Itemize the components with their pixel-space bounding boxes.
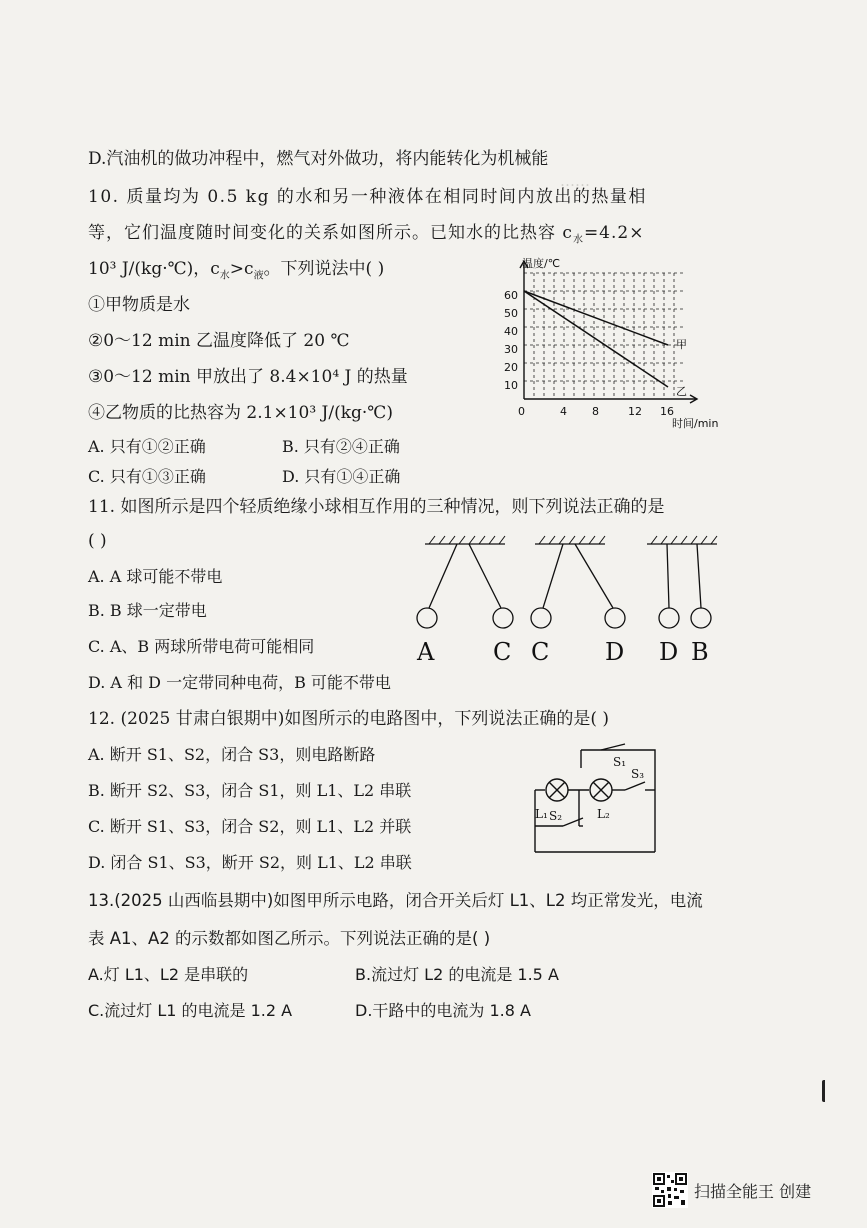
ball-a [417, 608, 437, 628]
x-tick-16: 16 [660, 405, 674, 418]
charged-balls-figure [405, 532, 725, 667]
x-tick-8: 8 [592, 405, 599, 418]
x-tick-12: 12 [628, 405, 642, 418]
graph-axes [520, 261, 697, 403]
q10-option-b: B. 只有②④正确 [282, 437, 400, 456]
thread-a [429, 544, 457, 608]
x-axis-label: 时间/min [672, 417, 719, 430]
label-s2: S₂ [549, 809, 563, 823]
q12-option-c: C. 断开 S1、S3，闭合 S2，则 L1、L2 并联 [88, 817, 412, 836]
q13-stem-line1: 13.(2025 山西临县期中)如图甲所示电路，闭合开关后灯 L1、L2 均正常发光，电流 [88, 891, 703, 910]
q10-option-c: C. 只有①③正确 [88, 467, 206, 486]
ball-label-c1: C [493, 638, 512, 666]
circuit-diagram [505, 740, 665, 865]
q11-paren: ( ) [88, 531, 107, 551]
y-tick-40: 40 [504, 325, 518, 338]
series-line-yi [524, 291, 668, 387]
ball-c2 [531, 608, 551, 628]
thread-c1 [469, 544, 501, 608]
q11-stem: 11. 如图所示是四个轻质绝缘小球相互作用的三种情况，则下列说法正确的是 [88, 497, 665, 517]
q11-option-d: D. A 和 D 一定带同种电荷，B 可能不带电 [88, 673, 391, 692]
ball-label-a: A [417, 638, 435, 666]
q10-option-a: A. 只有①②正确 [88, 437, 206, 456]
thread-d2 [667, 544, 669, 608]
q10-stem-line2: 等，它们温度随时间变化的关系如图所示。已知水的比热容 $c_水=4.2\times$ [88, 223, 645, 246]
ball-c1 [493, 608, 513, 628]
y-tick-60: 60 [504, 289, 518, 302]
thread-c2 [543, 544, 563, 608]
ball-label-d1: D [605, 638, 625, 666]
temperature-time-graph [500, 255, 750, 430]
x-tick-0: 0 [518, 405, 525, 418]
q12-option-a: A. 断开 S1、S2，闭合 S3，则电路断路 [88, 745, 376, 764]
qr-code-icon [652, 1172, 688, 1208]
thread-b [697, 544, 701, 608]
label-l2: L₂ [597, 807, 610, 821]
ball-b [691, 608, 711, 628]
y-tick-50: 50 [504, 307, 518, 320]
label-s3: S₃ [631, 767, 645, 781]
thread-d1 [575, 544, 613, 608]
y-tick-30: 30 [504, 343, 518, 356]
series-label-yi: 乙 [676, 385, 687, 398]
scanner-watermark [652, 1172, 811, 1208]
ball-d2 [659, 608, 679, 628]
q12-option-d: D. 闭合 S1、S3，断开 S2，则 L1、L2 串联 [88, 853, 412, 872]
q10-statement-2: ②0～12 min 乙温度降低了 20 ℃ [88, 331, 350, 351]
series-line-jia [524, 291, 668, 345]
q13-option-a: A.灯 L1、L2 是串联的 [88, 965, 249, 984]
switch-s3 [625, 782, 645, 790]
q12-stem: 12. (2025 甘肃白银期中)如图所示的电路图中，下列说法正确的是( ) [88, 709, 610, 729]
label-s1: S₁ [613, 755, 627, 769]
series-label-jia: 甲 [676, 338, 687, 351]
ceiling-3-hatch [651, 536, 717, 544]
q11-option-a: A. A 球可能不带电 [88, 567, 223, 586]
edge-mark [822, 1080, 835, 1102]
q11-option-c: C. A、B 两球所带电荷可能相同 [88, 637, 315, 656]
q10-stem-line3: 10³ J/(kg·℃)，$c_水>c_液$。下列说法中( ) [88, 259, 385, 282]
switch-s2 [563, 818, 583, 826]
label-l1: L₁ [535, 807, 548, 821]
q11-option-b: B. B 球一定带电 [88, 601, 207, 620]
ceiling-1-hatch [429, 536, 505, 544]
ceiling-2-hatch [539, 536, 605, 544]
y-axis-label: 温度/℃ [522, 257, 561, 270]
y-tick-20: 20 [504, 361, 518, 374]
q13-stem-line2: 表 A1、A2 的示数都如图乙所示。下列说法正确的是( ) [88, 929, 491, 948]
q10-stem-line1: 10. 质量均为 0.5 kg 的水和另一种液体在相同时间内放出的热量相 [88, 187, 647, 207]
ball-label-b: B [691, 638, 709, 666]
q9-option-d: D.汽油机的做功冲程中，燃气对外做功，将内能转化为机械能 [88, 149, 549, 169]
graph-grid [524, 273, 686, 399]
q10-statement-4: ④乙物质的比热容为 2.1×10³ J/(kg·℃) [88, 403, 393, 423]
y-tick-10: 10 [504, 379, 518, 392]
q13-option-d: D.干路中的电流为 1.8 A [355, 1001, 531, 1020]
q13-option-c: C.流过灯 L1 的电流是 1.2 A [88, 1001, 293, 1020]
ball-label-c2: C [531, 638, 550, 666]
q10-statement-1: ①甲物质是水 [88, 295, 190, 315]
q12-option-b: B. 断开 S2、S3，闭合 S1，则 L1、L2 串联 [88, 781, 412, 800]
q10-option-d: D. 只有①④正确 [282, 467, 401, 486]
ball-d1 [605, 608, 625, 628]
bleed-through-text: …… [560, 172, 590, 190]
q10-statement-3: ③0～12 min 甲放出了 8.4×10⁴ J 的热量 [88, 367, 408, 387]
scanner-brand-text: 扫描全能王 创建 [694, 1181, 812, 1201]
switch-s1 [601, 744, 625, 750]
x-tick-4: 4 [560, 405, 567, 418]
q13-option-b: B.流过灯 L2 的电流是 1.5 A [355, 965, 559, 984]
ball-label-d2: D [659, 638, 679, 666]
